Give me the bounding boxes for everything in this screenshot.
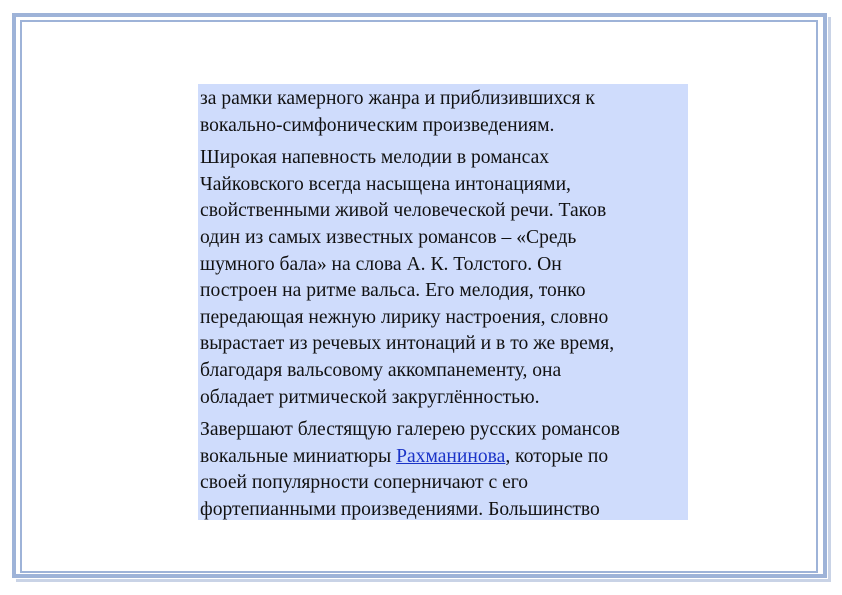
text-line: построен на ритме вальса. Его мелодия, тонко: [200, 280, 586, 302]
text-line: Чайковского всегда насыщена интонациями,: [200, 173, 571, 195]
text-line: шумного бала» на слова А. К. Толстого. Он: [200, 253, 562, 275]
rachmaninoff-link[interactable]: Рахманинова: [396, 445, 506, 467]
text-line: один из самых известных романсов – «Средь: [200, 226, 577, 248]
paragraph-2: [200, 145, 686, 411]
text-line: за рамки камерного жанра и приблизившихся к: [200, 88, 595, 109]
text-block: [198, 84, 688, 520]
text-line: обладает ритмической закруглённостью.: [200, 386, 540, 408]
text-line: вырастает из речевых интонаций и в то же время,: [200, 333, 615, 355]
text-line: вокально-симфоническим произведениям.: [200, 114, 555, 136]
text-line: Широкая напевность мелодии в романсах: [200, 147, 550, 169]
text-line: своей популярности соперничают с его: [200, 472, 529, 494]
text-line: Завершают блестящую галерею русских романсов: [200, 419, 620, 441]
text-line: свойственными живой человеческой речи. Таков: [200, 200, 607, 222]
text-line: , которые по: [505, 445, 609, 467]
paragraph-1: [200, 86, 686, 139]
text-line: фортепианными произведениями. Большинство: [200, 498, 600, 520]
paragraph-3: [200, 417, 686, 520]
text-line: передающая нежную лирику настроения, словно: [200, 306, 609, 328]
text-line: вокальные миниатюры: [200, 445, 397, 467]
text-line: благодаря вальсовому аккомпанементу, она: [200, 359, 562, 381]
